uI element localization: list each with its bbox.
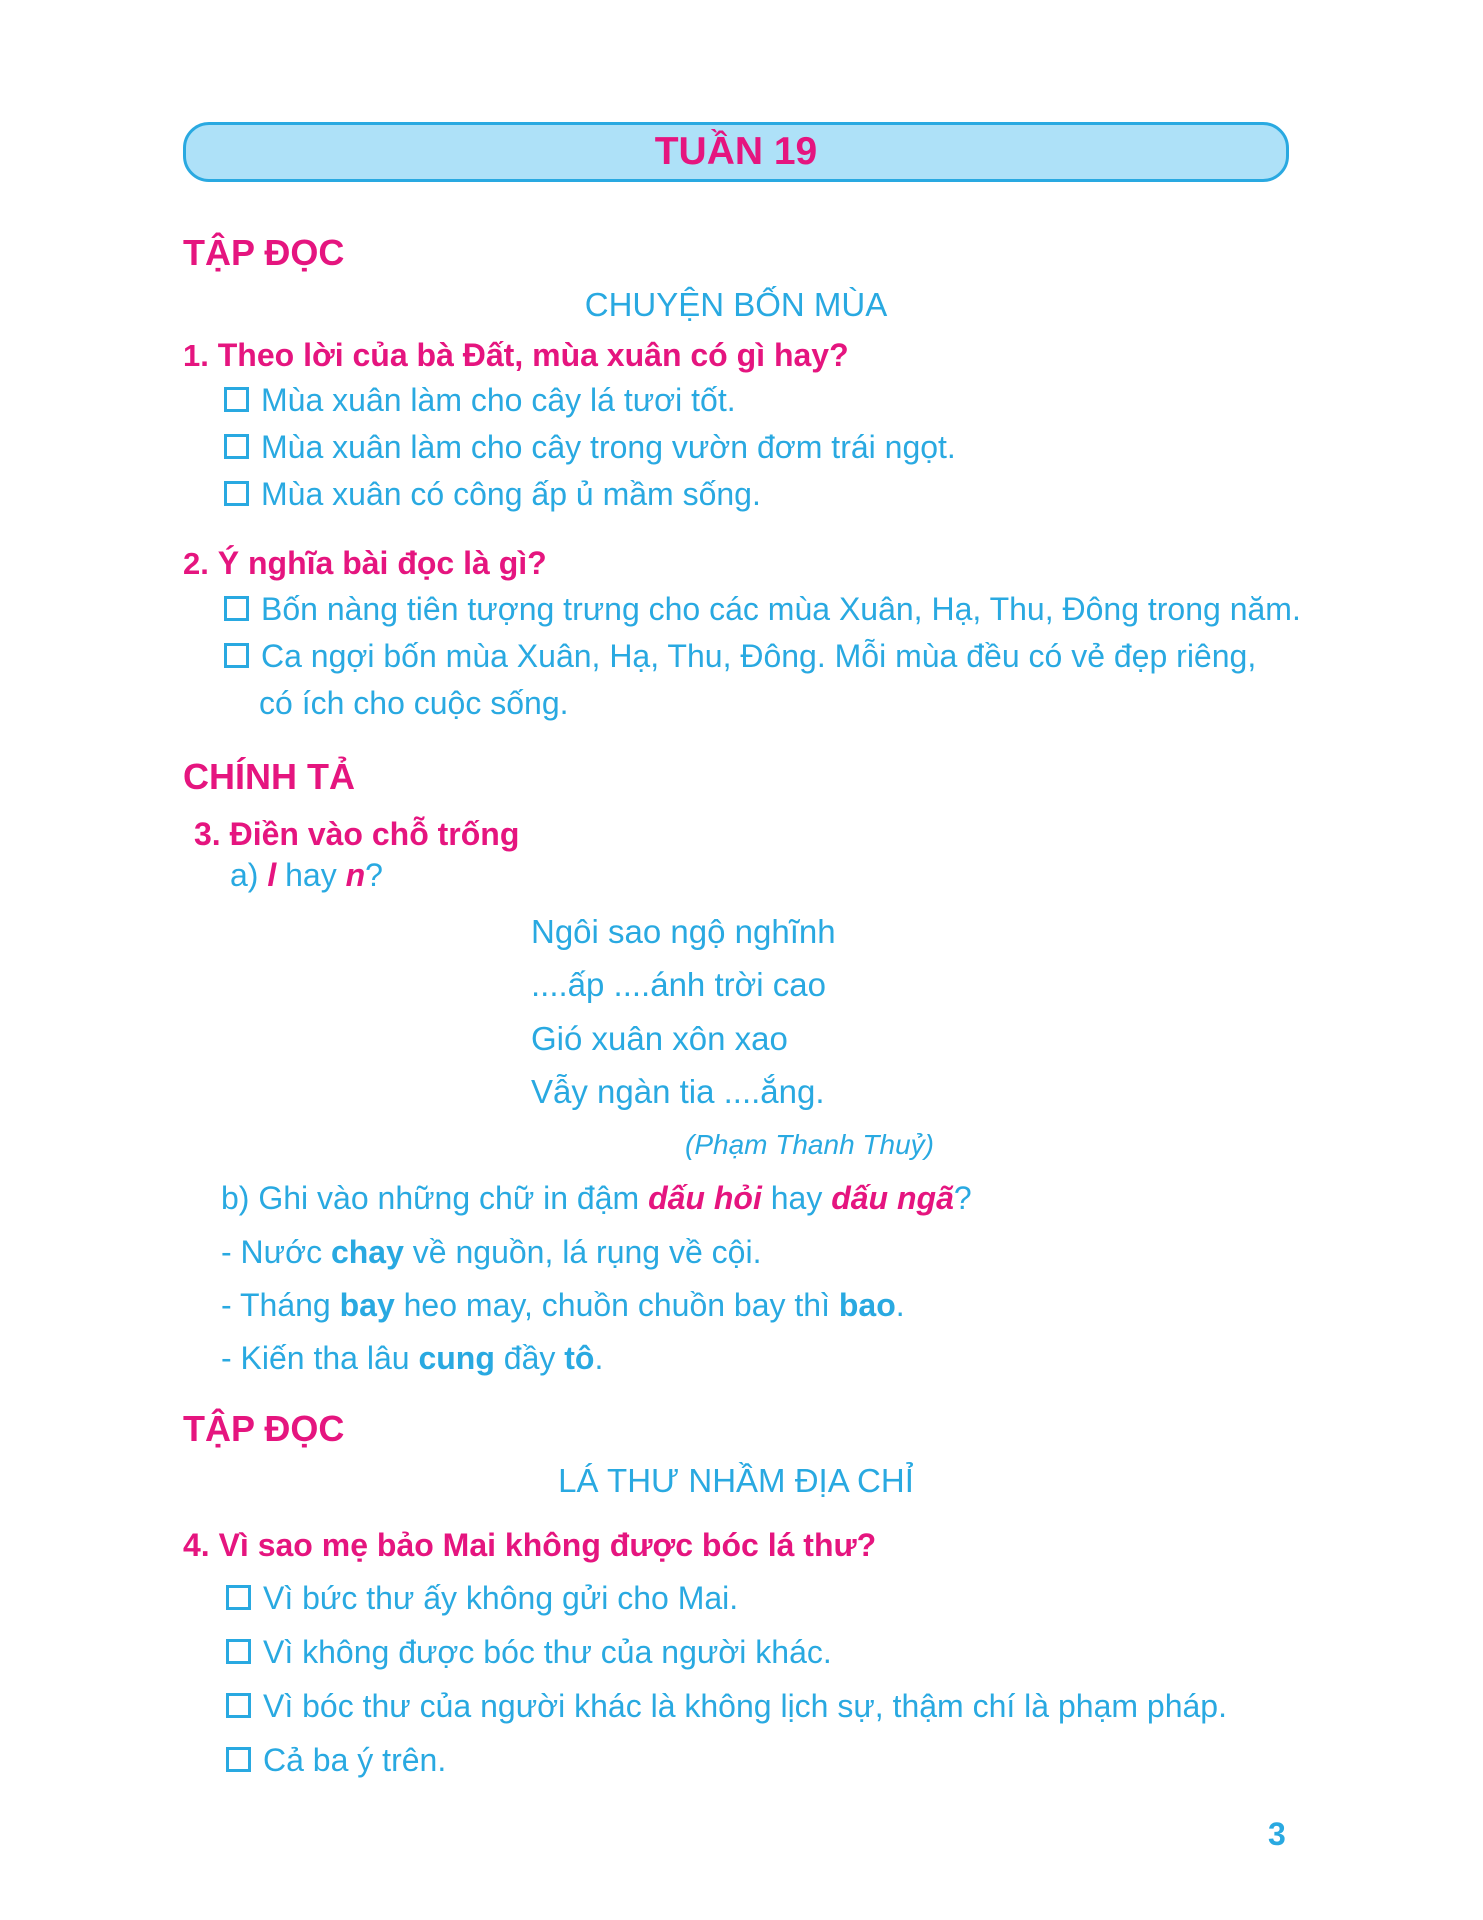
checkbox-icon[interactable]	[226, 1747, 251, 1772]
q3-part-a: a) l hay n?	[230, 857, 383, 893]
poem-line-3: Gió xuân xôn xao	[531, 1020, 788, 1057]
question-4: 4. Vì sao mẹ bảo Mai không được bóc lá thư?	[183, 1527, 877, 1563]
q1-option-2[interactable]: Mùa xuân làm cho cây trong vườn đơm trái ngọt.	[224, 429, 956, 466]
page-number: 3	[1268, 1816, 1286, 1852]
proverb-line-2: - Tháng bay heo may, chuồn chuồn bay thì bao.	[221, 1287, 905, 1323]
q4-option-4[interactable]: Cả ba ý trên.	[226, 1742, 446, 1779]
bold-word: bao	[838, 1287, 896, 1323]
week-banner	[183, 122, 1289, 182]
section-heading-chinh-ta: CHÍNH TẢ	[183, 756, 355, 797]
poem-author: (Phạm Thanh Thuỷ)	[685, 1129, 934, 1160]
question-2-text: Ý nghĩa bài đọc là gì?	[217, 545, 547, 581]
checkbox-icon[interactable]	[224, 481, 249, 506]
q2-option-2[interactable]: Ca ngợi bốn mùa Xuân, Hạ, Thu, Đông. Mỗi mùa đều có vẻ đẹp riêng,	[224, 638, 1256, 675]
poem-line-2: ....ấp ....ánh trời cao	[531, 966, 826, 1003]
checkbox-icon[interactable]	[226, 1693, 251, 1718]
bold-word: tô	[564, 1340, 595, 1376]
poem-line-1: Ngôi sao ngộ nghĩnh	[531, 913, 836, 950]
dau-hoi-label: dấu hỏi	[648, 1180, 762, 1216]
checkbox-icon[interactable]	[226, 1585, 251, 1610]
question-1-text: Theo lời của bà Đất, mùa xuân có gì hay?	[217, 337, 849, 373]
section-heading-tap-doc-2: TẬP ĐỌC	[183, 1408, 345, 1449]
section-heading-tap-doc-1: TẬP ĐỌC	[183, 232, 345, 273]
bold-word: cung	[418, 1340, 495, 1376]
checkbox-icon[interactable]	[226, 1639, 251, 1664]
q4-option-2[interactable]: Vì không được bóc thư của người khác.	[226, 1634, 832, 1671]
dau-nga-label: dấu ngã	[831, 1180, 954, 1216]
q2-option-1[interactable]: Bốn nàng tiên tượng trưng cho các mùa Xuân, Hạ, Thu, Đông trong năm.	[224, 591, 1301, 628]
q1-option-3[interactable]: Mùa xuân có công ấp ủ mầm sống.	[224, 476, 761, 513]
q1-option-1[interactable]: Mùa xuân làm cho cây lá tươi tốt.	[224, 382, 736, 419]
question-1-number: 1.	[183, 338, 209, 373]
poem-line-4: Vẫy ngàn tia ....ắng.	[531, 1073, 825, 1110]
q4-option-1[interactable]: Vì bức thư ấy không gửi cho Mai.	[226, 1580, 738, 1617]
story-title-2: LÁ THƯ NHẦM ĐỊA CHỈ	[558, 1462, 914, 1499]
bold-word: bay	[339, 1287, 395, 1323]
week-title: TUẦN 19	[654, 130, 818, 173]
proverb-line-1: - Nước chay về nguồn, lá rụng về cội.	[221, 1234, 762, 1270]
question-2-number: 2.	[183, 546, 209, 581]
question-1	[183, 337, 849, 374]
checkbox-icon[interactable]	[224, 596, 249, 621]
question-3: 3. Điền vào chỗ trống	[194, 816, 520, 852]
checkbox-icon[interactable]	[224, 434, 249, 459]
letter-n: n	[345, 857, 366, 893]
question-2	[183, 545, 547, 582]
checkbox-icon[interactable]	[224, 643, 249, 668]
bold-word: chay	[330, 1234, 404, 1270]
q3-part-b: b) Ghi vào những chữ in đậm dấu hỏi hay dấu ngã?	[221, 1180, 972, 1216]
q4-option-3[interactable]: Vì bóc thư của người khác là không lịch sự, thậm chí là phạm pháp.	[226, 1688, 1227, 1725]
story-title-1: CHUYỆN BỐN MÙA	[584, 286, 888, 323]
checkbox-icon[interactable]	[224, 387, 249, 412]
proverb-line-3: - Kiến tha lâu cung đầy tô.	[221, 1340, 604, 1376]
letter-l: l	[267, 857, 277, 893]
q2-option-2-continued: có ích cho cuộc sống.	[259, 685, 569, 721]
